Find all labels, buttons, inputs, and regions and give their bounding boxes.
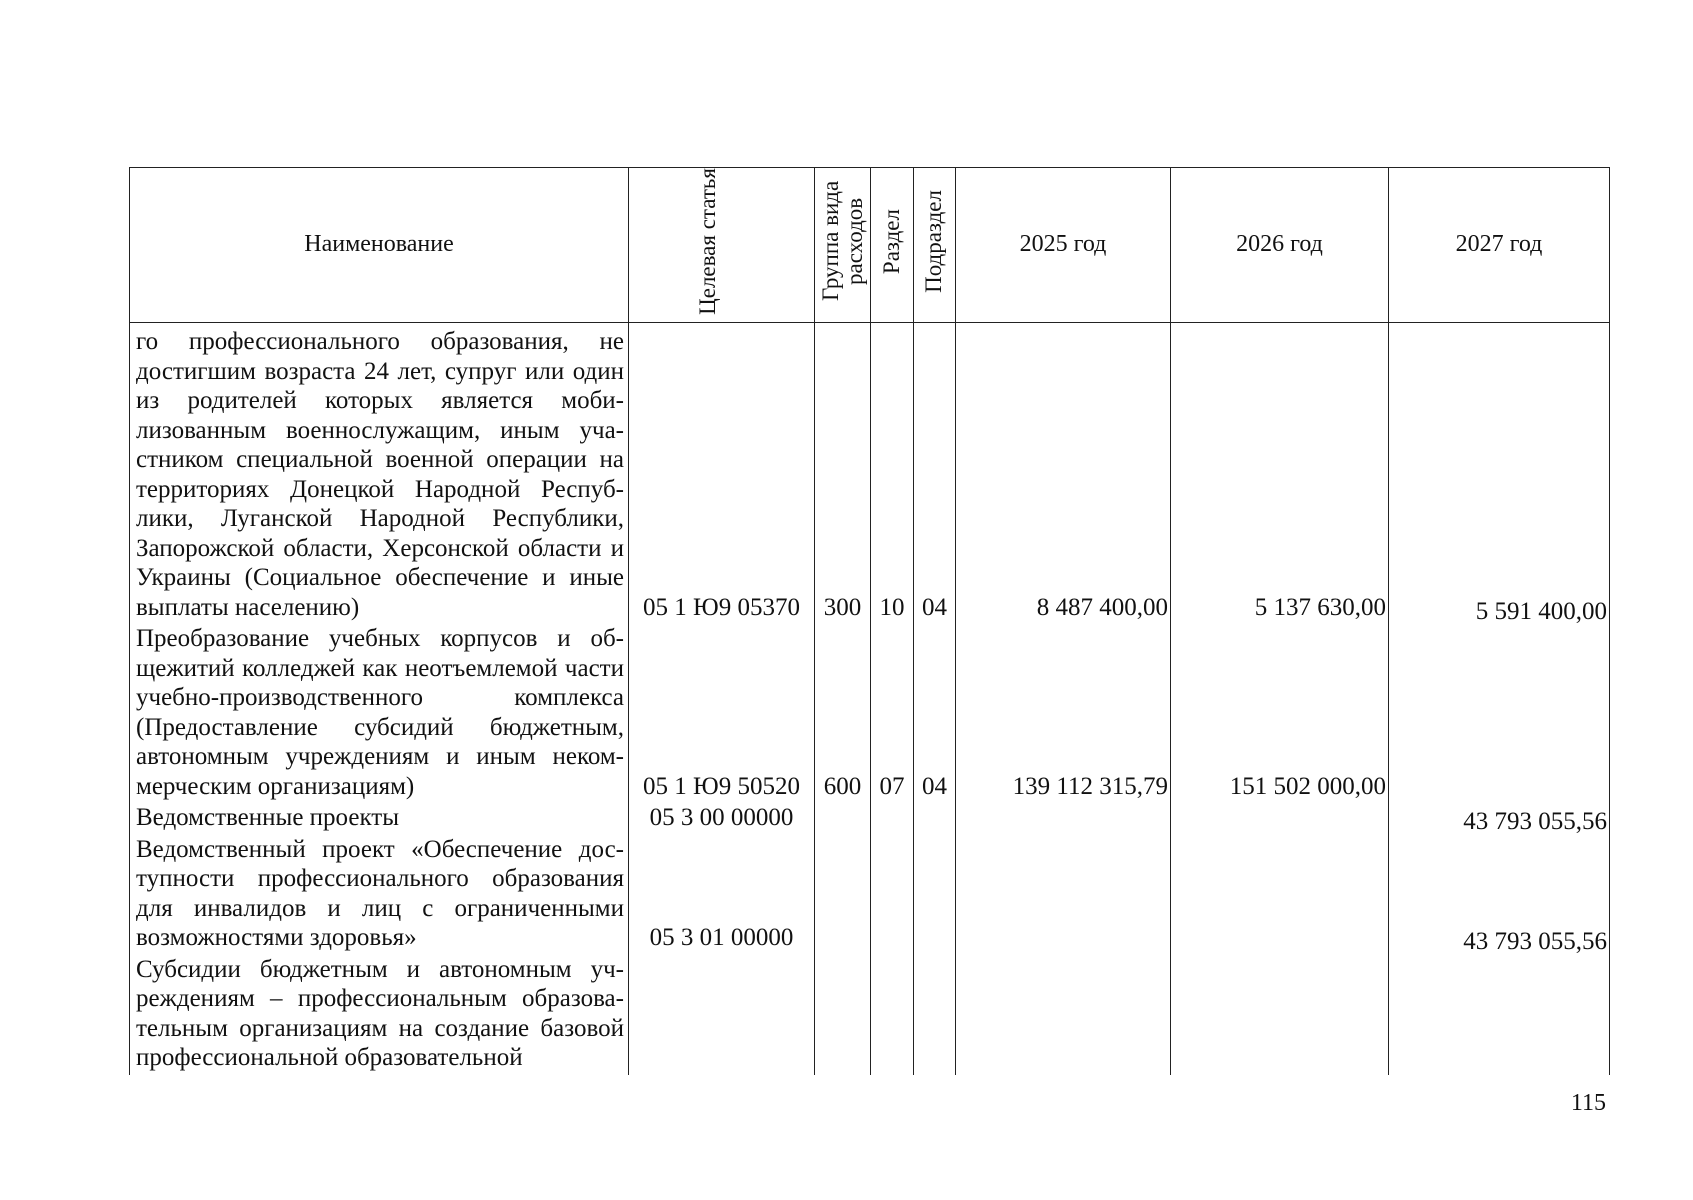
table-header-row	[130, 168, 1610, 323]
row-subsection	[914, 803, 956, 835]
row-name: Ведомственный проект «Обеспечение доступности профессионального образования для инвалидов и лиц с ограниченными возможностями здоровья»	[130, 835, 629, 955]
header-target-article: Целевая статья	[629, 168, 815, 323]
row-name: Преобразование учебных корпусов и общежитий колледжей как неотъемлемой части учебно-производственного комплекса (Предоставление субсидий бюджетным, автономным учреждениям и иным некоммерческим организациям)	[130, 624, 629, 803]
row-amount-2026	[1171, 835, 1389, 955]
row-amount-2026	[1171, 803, 1389, 835]
row-target-article: 05 1 Ю9 05370	[629, 322, 815, 624]
row-section	[871, 803, 914, 835]
row-amount-2027: 43 793 055,56	[1389, 803, 1610, 835]
header-subsection: Подраздел	[914, 168, 956, 323]
row-expense-group: 300	[815, 322, 871, 624]
row-amount-2025	[956, 803, 1171, 835]
row-target-article	[629, 955, 815, 1075]
row-amount-2025	[956, 955, 1171, 1075]
header-2025: 2025 год	[956, 168, 1171, 323]
row-subsection: 04	[914, 624, 956, 803]
row-subsection: 04	[914, 322, 956, 624]
page-number: 115	[1570, 1090, 1606, 1116]
table-row	[130, 955, 1610, 1075]
table-row	[130, 835, 1610, 955]
row-target-article: 05 3 00 00000	[629, 803, 815, 835]
row-section: 07	[871, 624, 914, 803]
row-amount-2026	[1171, 955, 1389, 1075]
table-row	[130, 322, 1610, 624]
row-expense-group	[815, 955, 871, 1075]
header-name: Наименование	[130, 168, 629, 323]
row-amount-2025: 8 487 400,00	[956, 322, 1171, 624]
row-amount-2025: 139 112 315,79	[956, 624, 1171, 803]
row-expense-group	[815, 803, 871, 835]
row-section	[871, 835, 914, 955]
row-amount-2027: 5 591 400,00	[1389, 322, 1610, 624]
row-subsection	[914, 835, 956, 955]
row-name: го профессионального образования, не достигшим возраста 24 лет, супруг или один из родителей которых является мобилизованным военнослужащим, иным участником специальной военной операции на территориях Донецкой Народной Республики, Луганской Народной Республики, Запорожской области, Херсонской области и Украины (Социальное обеспечение и иные выплаты населению)	[130, 322, 629, 624]
row-name: Ведомственные проекты	[130, 803, 629, 835]
row-target-article: 05 1 Ю9 50520	[629, 624, 815, 803]
budget-table	[129, 167, 1610, 1075]
row-amount-2026: 151 502 000,00	[1171, 624, 1389, 803]
row-target-article: 05 3 01 00000	[629, 835, 815, 955]
header-section: Раздел	[871, 168, 914, 323]
row-expense-group: 600	[815, 624, 871, 803]
row-amount-2027	[1389, 955, 1610, 1075]
row-section: 10	[871, 322, 914, 624]
row-amount-2027: 43 793 055,56	[1389, 835, 1610, 955]
header-2027: 2027 год	[1389, 168, 1610, 323]
row-amount-2025	[956, 835, 1171, 955]
row-section	[871, 955, 914, 1075]
table-row	[130, 624, 1610, 803]
header-expense-group: Группа вида расходов	[815, 168, 871, 323]
row-amount-2026: 5 137 630,00	[1171, 322, 1389, 624]
table-row	[130, 803, 1610, 835]
row-name: Субсидии бюджетным и автономным учреждениям – профессиональным образовательным организациям на создание базовой профессиональной образовательной	[130, 955, 629, 1075]
row-expense-group	[815, 835, 871, 955]
row-amount-2027	[1389, 624, 1610, 803]
row-subsection	[914, 955, 956, 1075]
header-2026: 2026 год	[1171, 168, 1389, 323]
